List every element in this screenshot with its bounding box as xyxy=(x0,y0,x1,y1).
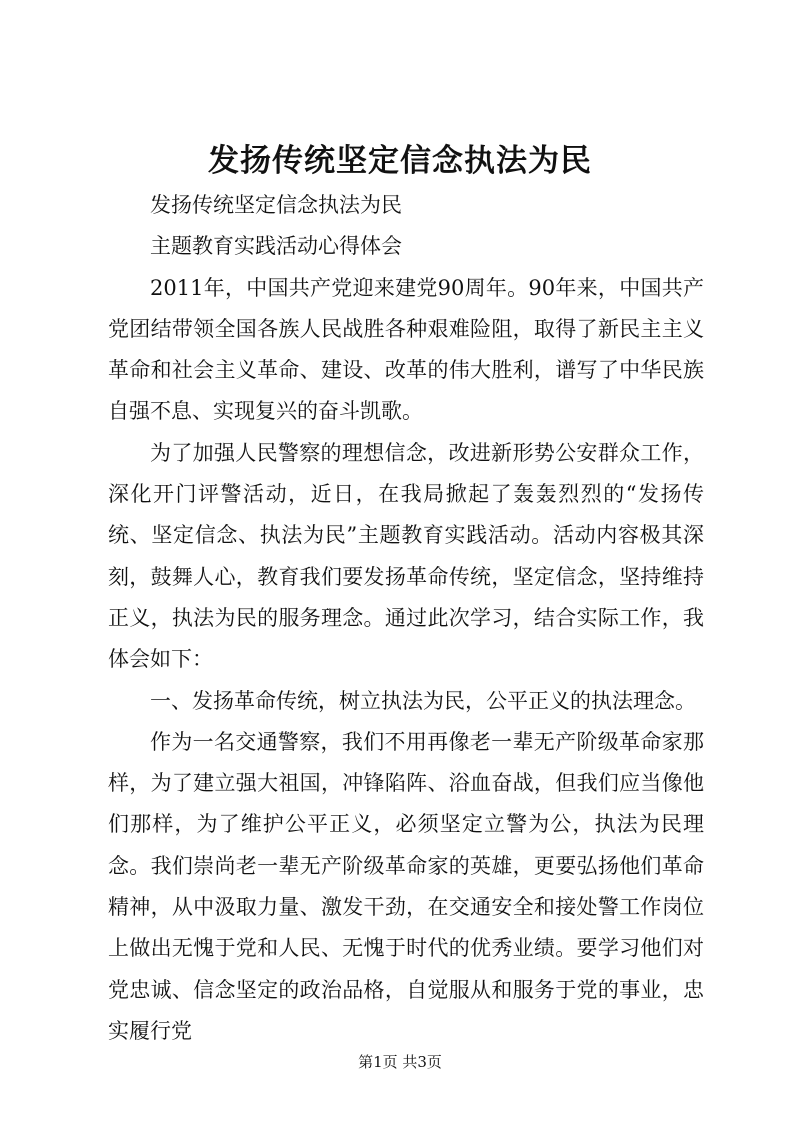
section-heading-1: 一、发扬革命传统，树立执法为民，公平正义的执法理念。 xyxy=(150,688,696,713)
subtitle-line-1: 发扬传统坚定信念执法为民 xyxy=(150,193,402,217)
document-title: 发扬传统坚定信念执法为民 xyxy=(208,143,592,179)
page-footer: 第1页 共3页 xyxy=(358,1053,442,1071)
subtitle-line-2: 主题教育实践活动心得体会 xyxy=(150,234,402,259)
paragraph-activity: 为了加强人民警察的理想信念，改进新形势公安群众工作，深化开门评警活动，近日，在我局掀起了轰轰烈烈的“发扬传统、坚定信念、执法为民”主题教育实践活动。活动内容极其深刻，鼓舞人心，教育我们要发扬革命传统，坚定信念，坚持维持正义，执法为民的服务理念。通过此次学习，结合实际工作，我体会如下： xyxy=(108,440,704,672)
paragraph-section-1: 作为一名交通警察，我们不用再像老一辈无产阶级革命家那样，为了建立强大祖国，冲锋陷阵、浴血奋战，但我们应当像他们那样，为了维护公平正义，必须坚定立警为公，执法为民理念。我们崇尚老一辈无产阶级革命家的英雄，更要弘扬他们革命精神，从中汲取力量、激发干劲，在交通安全和接处警工作岗位上做出无愧于党和人民、无愧于时代的优秀业绩。要学习他们对党忠诚、信念坚定的政治品格，自觉服从和服务于党的事业，忠实履行党 xyxy=(108,729,704,1043)
paragraph-intro: 2011年，中国共产党迎来建党90周年。90年来，中国共产党团结带领全国各族人民战胜各种艰难险阻，取得了新民主主义革命和社会主义革命、建设、改革的伟大胜利，谱写了中华民族自强不息、实现复兴的奋斗凯歌。 xyxy=(108,275,704,424)
document-body xyxy=(108,185,704,1052)
